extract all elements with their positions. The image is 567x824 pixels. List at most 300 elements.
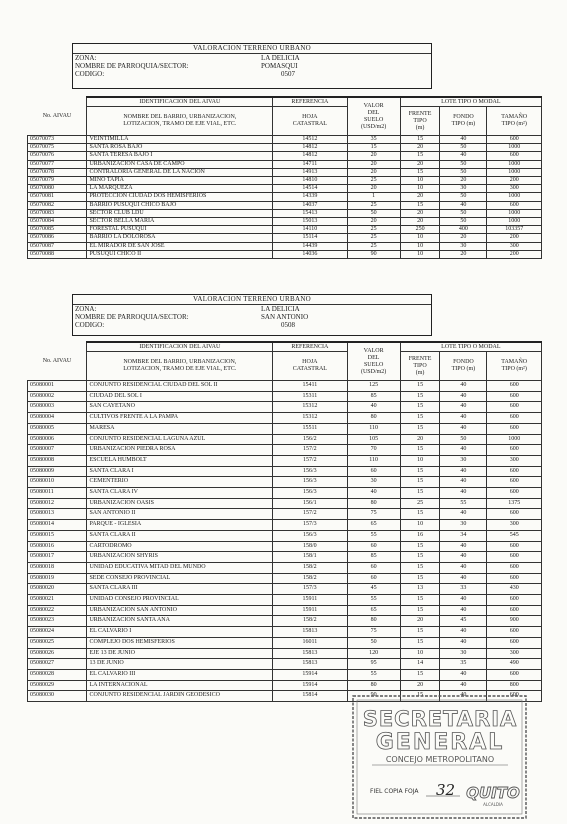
- cadastral-sheet-cell: 158/2: [273, 616, 347, 627]
- land-value-cell: 25: [347, 177, 400, 185]
- neighborhood-name-cell: SAN CAYETANO: [87, 402, 273, 413]
- land-value-cell: 50: [347, 209, 400, 217]
- depth-cell: 40: [440, 466, 487, 477]
- land-value-cell: 80: [347, 413, 400, 424]
- neighborhood-name-cell: MIÑO TAPIA: [87, 177, 273, 185]
- frente-line3: (m): [415, 369, 425, 376]
- section-header: [72, 43, 432, 89]
- frontage-cell: 15: [400, 541, 440, 552]
- table-row: [28, 627, 542, 638]
- neighborhood-name-cell: SANTA CLARA II: [87, 530, 273, 541]
- valor-line3: SUELO: [363, 361, 384, 368]
- table-row: [28, 616, 542, 627]
- table-row: [28, 201, 542, 209]
- hoja-line1: HOJA: [302, 114, 318, 120]
- aivau-code-cell: 05080005: [28, 423, 87, 434]
- lot-size-cell: 600: [487, 136, 542, 144]
- frontage-cell: 20: [400, 160, 440, 168]
- depth-cell: 40: [440, 541, 487, 552]
- table-row: [28, 520, 542, 531]
- frontage-cell: 20: [400, 218, 440, 226]
- lot-size-cell: 600: [487, 691, 542, 702]
- frontage-cell: 15: [400, 477, 440, 488]
- table-row: [28, 144, 542, 152]
- cadastral-sheet-cell: 15911: [273, 595, 347, 606]
- aivau-code-cell: 05080014: [28, 520, 87, 531]
- land-value-cell: 20: [347, 160, 400, 168]
- land-value-cell: 80: [347, 680, 400, 691]
- table-row: [28, 160, 542, 168]
- cadastral-sheet-cell: 15914: [273, 669, 347, 680]
- frontage-cell: 15: [400, 168, 440, 176]
- depth-cell: 20: [440, 250, 487, 258]
- frontage-cell: 15: [400, 381, 440, 392]
- col-header-frente: [400, 352, 440, 381]
- depth-cell: 40: [440, 402, 487, 413]
- frontage-cell: 15: [400, 691, 440, 702]
- aivau-code-cell: 05070078: [28, 168, 87, 176]
- lot-size-cell: 1000: [487, 434, 542, 445]
- lot-size-cell: 1000: [487, 218, 542, 226]
- col-header-lote: LOTE TIPO O MODAL: [400, 342, 541, 352]
- aivau-code-cell: 05070087: [28, 242, 87, 250]
- hoja-line2: CATASTRAL: [292, 121, 327, 127]
- depth-cell: 34: [440, 530, 487, 541]
- depth-cell: 20: [440, 177, 487, 185]
- table-row: [28, 595, 542, 606]
- stamp-line1: SECRETARIA: [362, 707, 518, 731]
- lot-size-cell: 430: [487, 584, 542, 595]
- table-row: [28, 168, 542, 176]
- table-row: [28, 185, 542, 193]
- neighborhood-name-cell: SANTA ROSA BAJO: [87, 144, 273, 152]
- aivau-code-cell: 05070079: [28, 177, 87, 185]
- land-value-cell: 55: [347, 530, 400, 541]
- neighborhood-name-cell: COMPLEJO DOS HEMISFERIOS: [87, 637, 273, 648]
- frontage-cell: 20: [400, 193, 440, 201]
- frontage-cell: 15: [400, 466, 440, 477]
- cadastral-sheet-cell: 156/3: [273, 530, 347, 541]
- neighborhood-name-cell: EL CALVARIO I: [87, 627, 273, 638]
- valor-line1: VALOR: [363, 102, 384, 109]
- col-header-ref: REFERENCIA: [273, 342, 347, 352]
- cadastral-sheet-cell: 156/2: [273, 434, 347, 445]
- table-row: [28, 637, 542, 648]
- land-value-cell: 35: [347, 136, 400, 144]
- lot-size-cell: 600: [487, 466, 542, 477]
- neighborhood-name-cell: MARESA: [87, 423, 273, 434]
- depth-cell: 50: [440, 434, 487, 445]
- lot-size-cell: 300: [487, 242, 542, 250]
- aivau-code-cell: 05080012: [28, 498, 87, 509]
- depth-cell: 40: [440, 669, 487, 680]
- cadastral-sheet-cell: 14711: [273, 160, 347, 168]
- zona-label: ZONA:: [75, 305, 97, 313]
- fondo-line2: TIPO (m): [451, 366, 476, 372]
- neighborhood-name-cell: 13 DE JUNIO: [87, 659, 273, 670]
- lot-size-cell: 600: [487, 573, 542, 584]
- depth-cell: 40: [440, 201, 487, 209]
- lot-size-cell: 600: [487, 423, 542, 434]
- land-value-cell: 55: [347, 595, 400, 606]
- land-value-cell: 25: [347, 242, 400, 250]
- lot-size-cell: 1000: [487, 144, 542, 152]
- table-row: [28, 152, 542, 160]
- neighborhood-name-cell: URBANIZACION CASA DE CAMPO: [87, 160, 273, 168]
- lot-size-cell: 1375: [487, 498, 542, 509]
- aivau-code-cell: 05080022: [28, 605, 87, 616]
- neighborhood-name-cell: UNIDAD EDUCATIVA MITAD DEL MUNDO: [87, 562, 273, 573]
- table-body: [28, 381, 542, 702]
- aivau-code-cell: 05080026: [28, 648, 87, 659]
- land-value-cell: 75: [347, 509, 400, 520]
- aivau-code-cell: 05080024: [28, 627, 87, 638]
- col-header-lote: LOTE TIPO O MODAL: [400, 97, 541, 107]
- depth-cell: 40: [440, 562, 487, 573]
- depth-cell: 33: [440, 584, 487, 595]
- table-row: [28, 498, 542, 509]
- depth-cell: 40: [440, 691, 487, 702]
- land-value-cell: 40: [347, 402, 400, 413]
- zona-value: LA DELICIA: [261, 305, 300, 313]
- land-value-cell: 75: [347, 627, 400, 638]
- lot-size-cell: 200: [487, 177, 542, 185]
- land-value-cell: 25: [347, 234, 400, 242]
- table-row: [28, 381, 542, 392]
- lot-size-cell: 1000: [487, 160, 542, 168]
- cadastral-sheet-cell: 14110: [273, 226, 347, 234]
- land-value-cell: 95: [347, 659, 400, 670]
- frontage-cell: 20: [400, 144, 440, 152]
- cadastral-sheet-cell: 15813: [273, 648, 347, 659]
- land-value-cell: 45: [347, 584, 400, 595]
- depth-cell: 45: [440, 616, 487, 627]
- cadastral-sheet-cell: 156/3: [273, 466, 347, 477]
- frontage-cell: 15: [400, 552, 440, 563]
- frontage-cell: 13: [400, 584, 440, 595]
- neighborhood-name-cell: URBANIZACION SAN ANTONIO: [87, 605, 273, 616]
- neighborhood-name-cell: SANTA TERESA BAJO I: [87, 152, 273, 160]
- table-row: [28, 584, 542, 595]
- lot-size-cell: 600: [487, 627, 542, 638]
- table-row: [28, 669, 542, 680]
- depth-cell: 40: [440, 552, 487, 563]
- col-header-valor: [347, 97, 400, 136]
- aivau-code-cell: 05080004: [28, 413, 87, 424]
- frontage-cell: 15: [400, 445, 440, 456]
- cadastral-sheet-cell: 15511: [273, 423, 347, 434]
- land-value-cell: 90: [347, 250, 400, 258]
- neighborhood-name-cell: CONJUNTO RESIDENCIAL CIUDAD DEL SOL II: [87, 381, 273, 392]
- aivau-code-cell: 05080020: [28, 584, 87, 595]
- frontage-cell: 10: [400, 177, 440, 185]
- table-row: [28, 391, 542, 402]
- depth-cell: 40: [440, 445, 487, 456]
- lot-size-cell: 600: [487, 562, 542, 573]
- table-row: [28, 488, 542, 499]
- aivau-code-cell: 05080029: [28, 680, 87, 691]
- depth-cell: 40: [440, 637, 487, 648]
- lot-size-cell: 600: [487, 595, 542, 606]
- aivau-code-cell: 05070083: [28, 209, 87, 217]
- depth-cell: 20: [440, 234, 487, 242]
- stamp-fiel-copia: FIEL COPIA FOJA: [370, 788, 419, 795]
- cadastral-sheet-cell: 14512: [273, 136, 347, 144]
- cadastral-sheet-cell: 14037: [273, 201, 347, 209]
- depth-cell: 55: [440, 498, 487, 509]
- col-header-fondo: [440, 107, 487, 136]
- lot-size-cell: 600: [487, 201, 542, 209]
- frontage-cell: 10: [400, 242, 440, 250]
- neighborhood-name-cell: BARRIO LA DOLOROSA: [87, 234, 273, 242]
- aivau-code-cell: 05080018: [28, 562, 87, 573]
- cadastral-sheet-cell: 157/2: [273, 445, 347, 456]
- table-row: [28, 605, 542, 616]
- aivau-code-cell: 05070084: [28, 218, 87, 226]
- lot-size-cell: 545: [487, 530, 542, 541]
- cadastral-sheet-cell: 157/3: [273, 520, 347, 531]
- stamp-line2: GENERAL: [375, 730, 505, 755]
- lot-size-cell: 600: [487, 477, 542, 488]
- table-row: [28, 136, 542, 144]
- parroquia-value: SAN ANTONIO: [261, 313, 309, 321]
- table-row: [28, 234, 542, 242]
- frontage-cell: 15: [400, 413, 440, 424]
- neighborhood-name-cell: LA MARQUEZA: [87, 185, 273, 193]
- lot-size-cell: 200: [487, 234, 542, 242]
- neighborhood-name-cell: SECTOR BELLA MARIA: [87, 218, 273, 226]
- depth-cell: 30: [440, 648, 487, 659]
- table-row: [28, 680, 542, 691]
- aivau-code-cell: 05080013: [28, 509, 87, 520]
- col-header-aivau: No. AIVAU: [28, 97, 87, 136]
- aivau-code-cell: 05070085: [28, 226, 87, 234]
- land-value-cell: 85: [347, 552, 400, 563]
- neighborhood-name-cell: EL CALVARIO III: [87, 669, 273, 680]
- land-value-cell: 65: [347, 520, 400, 531]
- frontage-cell: 16: [400, 530, 440, 541]
- lot-size-cell: 600: [487, 445, 542, 456]
- cadastral-sheet-cell: 15413: [273, 209, 347, 217]
- lot-size-cell: 490: [487, 659, 542, 670]
- aivau-code-cell: 05070086: [28, 234, 87, 242]
- lot-size-cell: 300: [487, 185, 542, 193]
- land-value-cell: 60: [347, 562, 400, 573]
- frontage-cell: 10: [400, 250, 440, 258]
- land-value-cell: 110: [347, 423, 400, 434]
- tamano-line2: TIPO (m²): [501, 366, 527, 372]
- land-value-cell: 40: [347, 488, 400, 499]
- aivau-code-cell: 05070080: [28, 185, 87, 193]
- lot-size-cell: 600: [487, 402, 542, 413]
- frontage-cell: 15: [400, 136, 440, 144]
- neighborhood-name-cell: EJE 13 DE JUNIO: [87, 648, 273, 659]
- table-row: [28, 445, 542, 456]
- col-header-ref: REFERENCIA: [273, 97, 347, 107]
- section-header: [72, 294, 432, 336]
- parroquia-label: NOMBRE DE PARROQUIA/SECTOR:: [75, 313, 189, 321]
- aivau-code-cell: 05080003: [28, 402, 87, 413]
- table-row: [28, 455, 542, 466]
- aivau-code-cell: 05080010: [28, 477, 87, 488]
- neighborhood-name-cell: PUSUQUI CHICO II: [87, 250, 273, 258]
- valor-line3: SUELO: [363, 116, 384, 123]
- col-header-fondo: [440, 352, 487, 381]
- cadastral-sheet-cell: 14514: [273, 185, 347, 193]
- lot-size-cell: 1000: [487, 193, 542, 201]
- fondo-line2: TIPO (m): [451, 121, 476, 127]
- table-row: [28, 648, 542, 659]
- depth-cell: 40: [440, 413, 487, 424]
- fondo-line1: FONDO: [453, 359, 474, 365]
- valuation-table: [27, 96, 542, 259]
- lot-size-cell: 1000: [487, 168, 542, 176]
- table-row: [28, 552, 542, 563]
- cadastral-sheet-cell: 158/0: [273, 541, 347, 552]
- neighborhood-name-cell: FORESTAL PUSUQUI: [87, 226, 273, 234]
- land-value-cell: 80: [347, 616, 400, 627]
- lot-size-cell: 600: [487, 391, 542, 402]
- lot-size-cell: 1000: [487, 209, 542, 217]
- depth-cell: 50: [440, 193, 487, 201]
- col-header-name: [87, 107, 273, 136]
- aivau-code-cell: 05080011: [28, 488, 87, 499]
- aivau-code-cell: 05080023: [28, 616, 87, 627]
- frente-line2: TIPO: [413, 362, 427, 369]
- table-row: [28, 434, 542, 445]
- stamp-logo-sub: ALCALDIA: [483, 802, 503, 807]
- depth-cell: 40: [440, 627, 487, 638]
- frente-line1: FRENTE: [408, 355, 432, 362]
- cadastral-sheet-cell: 158/2: [273, 573, 347, 584]
- table-row: [28, 562, 542, 573]
- neighborhood-name-cell: CARTODROMO: [87, 541, 273, 552]
- neighborhood-name-cell: ESCUELA HUMBOLT: [87, 455, 273, 466]
- depth-cell: 50: [440, 209, 487, 217]
- depth-cell: 30: [440, 242, 487, 250]
- table-row: [28, 193, 542, 201]
- frontage-cell: 25: [400, 498, 440, 509]
- aivau-code-cell: 05080017: [28, 552, 87, 563]
- cadastral-sheet-cell: 14913: [273, 168, 347, 176]
- neighborhood-name-cell: SEDE CONSEJO PROVINCIAL: [87, 573, 273, 584]
- neighborhood-name-cell: PARQUE - IGLESIA: [87, 520, 273, 531]
- table-row: [28, 413, 542, 424]
- valor-line2: DEL: [367, 109, 380, 116]
- stamp-line3: CONCEJO METROPOLITANO: [385, 755, 495, 764]
- neighborhood-name-cell: CIUDAD DEL SOL I: [87, 391, 273, 402]
- land-value-cell: 120: [347, 648, 400, 659]
- frontage-cell: 15: [400, 509, 440, 520]
- frontage-cell: 20: [400, 209, 440, 217]
- cadastral-sheet-cell: 14339: [273, 193, 347, 201]
- col-header-name: [87, 352, 273, 381]
- cadastral-sheet-cell: 15814: [273, 691, 347, 702]
- aivau-code-cell: 05080015: [28, 530, 87, 541]
- frontage-cell: 15: [400, 488, 440, 499]
- frontage-cell: 15: [400, 423, 440, 434]
- frontage-cell: 15: [400, 627, 440, 638]
- neighborhood-name-cell: SAN ANTONIO II: [87, 509, 273, 520]
- land-value-cell: 80: [347, 498, 400, 509]
- frontage-cell: 10: [400, 234, 440, 242]
- land-value-cell: 15: [347, 144, 400, 152]
- col-header-tamano: [487, 107, 542, 136]
- valor-line4: (USD/m2): [360, 368, 387, 375]
- depth-cell: 40: [440, 423, 487, 434]
- land-value-cell: 60: [347, 466, 400, 477]
- lot-size-cell: 200: [487, 250, 542, 258]
- valuation-table: [27, 341, 542, 702]
- zona-label: ZONA:: [75, 54, 97, 62]
- lot-size-cell: 600: [487, 669, 542, 680]
- frente-line1: FRENTE: [408, 110, 432, 117]
- codigo-value: 0507: [281, 70, 295, 78]
- name-line1: NOMBRE DEL BARRIO, URBANIZACION,: [123, 359, 237, 365]
- official-stamp: [352, 694, 528, 820]
- lot-size-cell: 600: [487, 381, 542, 392]
- valor-line2: DEL: [367, 354, 380, 361]
- land-value-cell: 85: [347, 391, 400, 402]
- neighborhood-name-cell: URBANIZACION SHYRIS: [87, 552, 273, 563]
- aivau-code-cell: 05080021: [28, 595, 87, 606]
- aivau-code-cell: 05070081: [28, 193, 87, 201]
- frontage-cell: 15: [400, 201, 440, 209]
- aivau-code-cell: 05080001: [28, 381, 87, 392]
- neighborhood-name-cell: CONTRALORIA GENERAL DE LA NACION: [87, 168, 273, 176]
- stamp-logo: QUITO: [466, 784, 520, 802]
- table-row: [28, 530, 542, 541]
- land-value-cell: 30: [347, 477, 400, 488]
- name-line2: LOTIZACION, TRAMO DE EJE VIAL, ETC.: [123, 366, 237, 372]
- frontage-cell: 10: [400, 648, 440, 659]
- cadastral-sheet-cell: 156/1: [273, 498, 347, 509]
- codigo-value: 0508: [281, 321, 295, 329]
- cadastral-sheet-cell: 15013: [273, 218, 347, 226]
- name-line2: LOTIZACION, TRAMO DE EJE VIAL, ETC.: [123, 121, 237, 127]
- depth-cell: 40: [440, 391, 487, 402]
- neighborhood-name-cell: CEMENTERIO: [87, 477, 273, 488]
- cadastral-sheet-cell: 158/1: [273, 552, 347, 563]
- neighborhood-name-cell: URBANIZACION PIEDRA ROSA: [87, 445, 273, 456]
- cadastral-sheet-cell: 15813: [273, 659, 347, 670]
- col-header-hoja: [273, 352, 347, 381]
- frontage-cell: 250: [400, 226, 440, 234]
- cadastral-sheet-cell: 15911: [273, 605, 347, 616]
- aivau-code-cell: 05070082: [28, 201, 87, 209]
- depth-cell: 50: [440, 218, 487, 226]
- table-body: [28, 136, 542, 259]
- cadastral-sheet-cell: 14810: [273, 177, 347, 185]
- aivau-code-cell: 05070076: [28, 152, 87, 160]
- cadastral-sheet-cell: 156/3: [273, 477, 347, 488]
- depth-cell: 30: [440, 455, 487, 466]
- frontage-cell: 15: [400, 605, 440, 616]
- hoja-line1: HOJA: [302, 359, 318, 365]
- lot-size-cell: 600: [487, 509, 542, 520]
- table-row: [28, 509, 542, 520]
- neighborhood-name-cell: URBANIZACION SANTA ANA: [87, 616, 273, 627]
- cadastral-sheet-cell: 14036: [273, 250, 347, 258]
- depth-cell: 30: [440, 185, 487, 193]
- cadastral-sheet-cell: 15411: [273, 381, 347, 392]
- lot-size-cell: 600: [487, 152, 542, 160]
- frontage-cell: 10: [400, 520, 440, 531]
- frontage-cell: 20: [400, 434, 440, 445]
- aivau-code-cell: 05070088: [28, 250, 87, 258]
- table-row: [28, 477, 542, 488]
- table-row: [28, 250, 542, 258]
